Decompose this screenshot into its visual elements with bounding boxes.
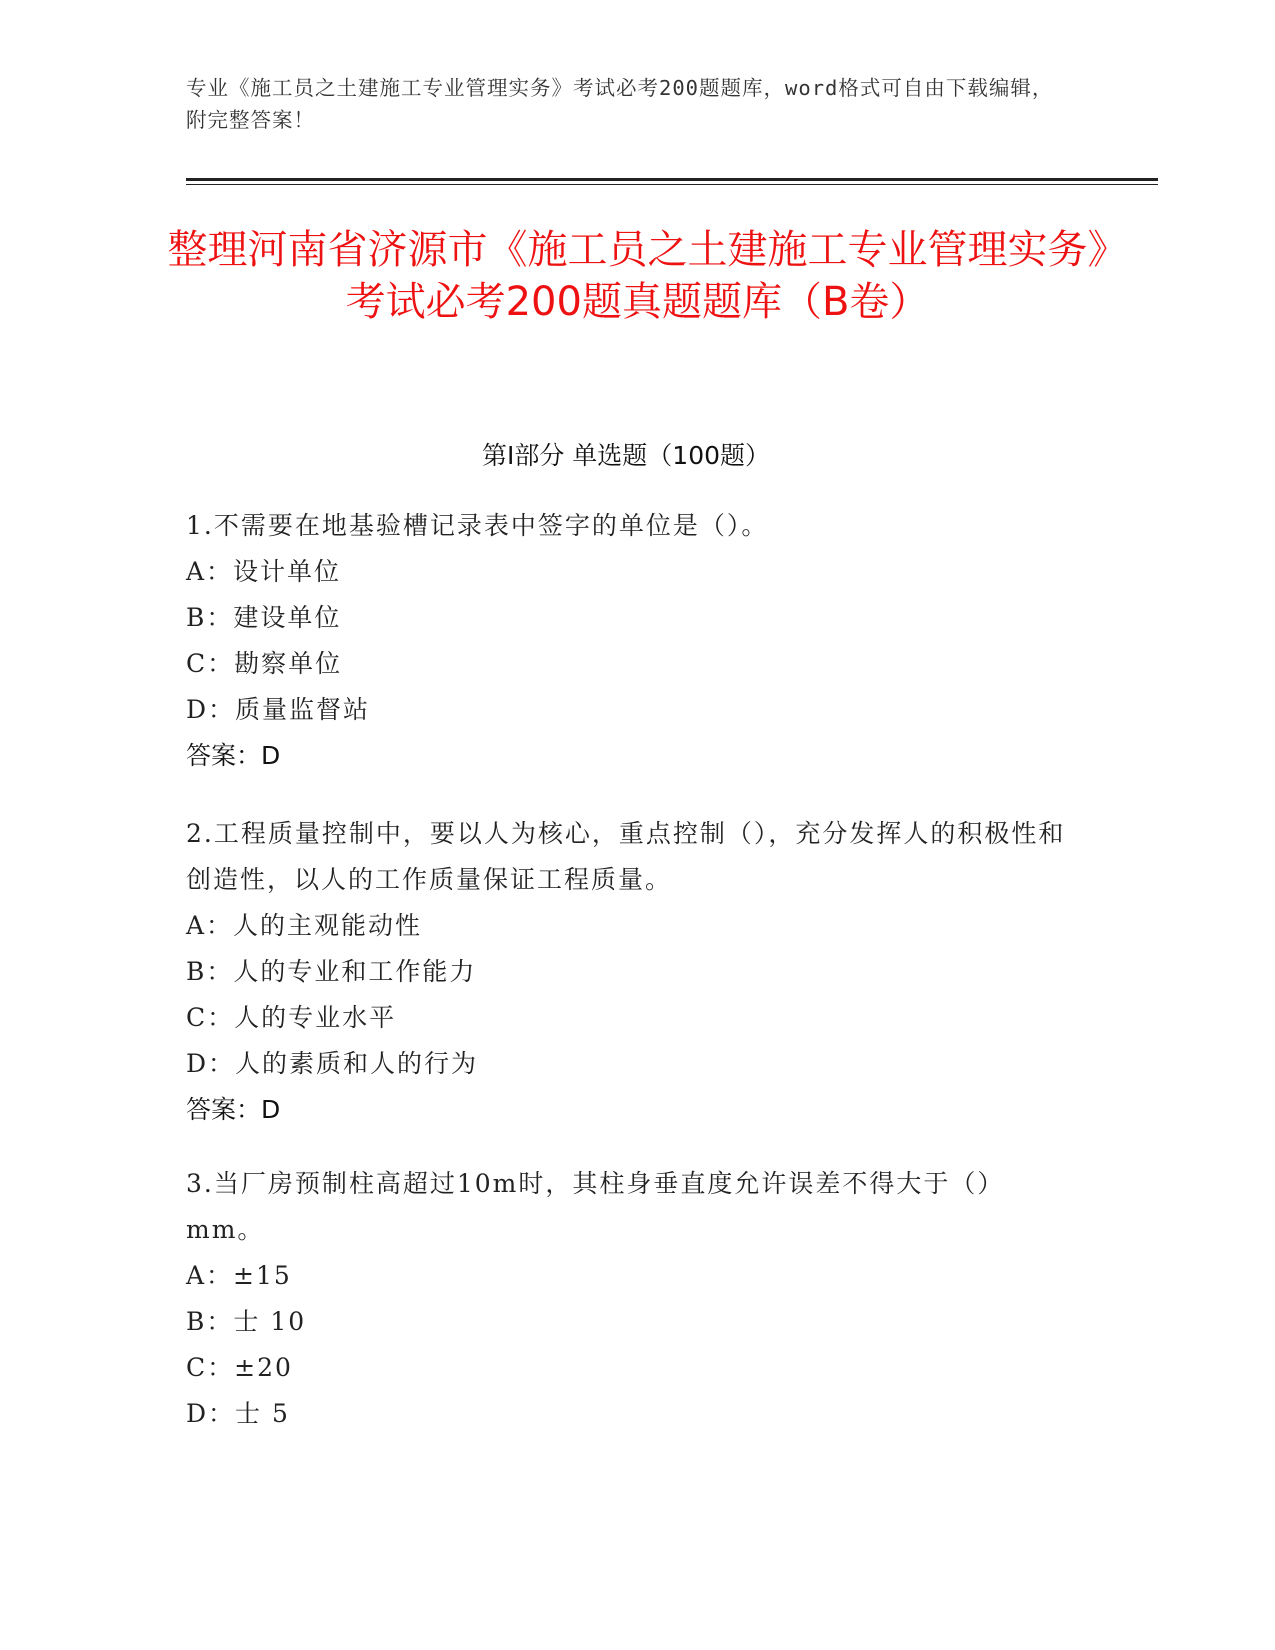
header-note: 专业《施工员之土建施工专业管理实务》考试必考200题题库，word格式可自由下载编辑，附完整答案！ xyxy=(186,76,1054,132)
header-rule-thick xyxy=(186,178,1158,181)
option-c: C：±20 xyxy=(186,1353,293,1382)
option-d: D：人的素质和人的行为 xyxy=(186,1049,479,1078)
answer-value: D xyxy=(261,1095,281,1124)
section-title: 第Ⅰ部分 单选题（100题） xyxy=(481,441,771,470)
option-d: D：士 5 xyxy=(186,1399,290,1428)
question-block xyxy=(186,503,1066,779)
answer-value: D xyxy=(261,741,281,770)
option-b: B：建设单位 xyxy=(186,603,342,632)
answer-label: 答案： xyxy=(186,1095,262,1124)
question-block xyxy=(186,1161,1066,1437)
question-text: 3.当厂房预制柱高超过10m时，其柱身垂直度允许误差不得大于（）mm。 xyxy=(186,1169,1005,1244)
document-title: 整理河南省济源市《施工员之土建施工专业管理实务》考试必考200题真题题库（B卷） xyxy=(167,227,1108,325)
option-a: A：人的主观能动性 xyxy=(186,911,423,940)
option-b: B：人的专业和工作能力 xyxy=(186,957,477,986)
option-c: C：勘察单位 xyxy=(186,649,343,678)
header-rule-thin xyxy=(186,184,1158,185)
question-block xyxy=(186,811,1066,1133)
option-b: B：士 10 xyxy=(186,1307,307,1336)
option-a: A：±15 xyxy=(186,1261,292,1290)
option-c: C：人的专业水平 xyxy=(186,1003,397,1032)
question-text: 2.工程质量控制中，要以人为核心，重点控制（），充分发挥人的积极性和创造性，以人的工作质量保证工程质量。 xyxy=(186,819,1066,894)
option-d: D：质量监督站 xyxy=(186,695,371,724)
answer-line xyxy=(186,733,1066,779)
answer-line xyxy=(186,1087,1066,1133)
option-a: A：设计单位 xyxy=(186,557,342,586)
answer-label: 答案： xyxy=(186,741,262,770)
question-text: 1.不需要在地基验槽记录表中签字的单位是（）。 xyxy=(186,511,769,540)
